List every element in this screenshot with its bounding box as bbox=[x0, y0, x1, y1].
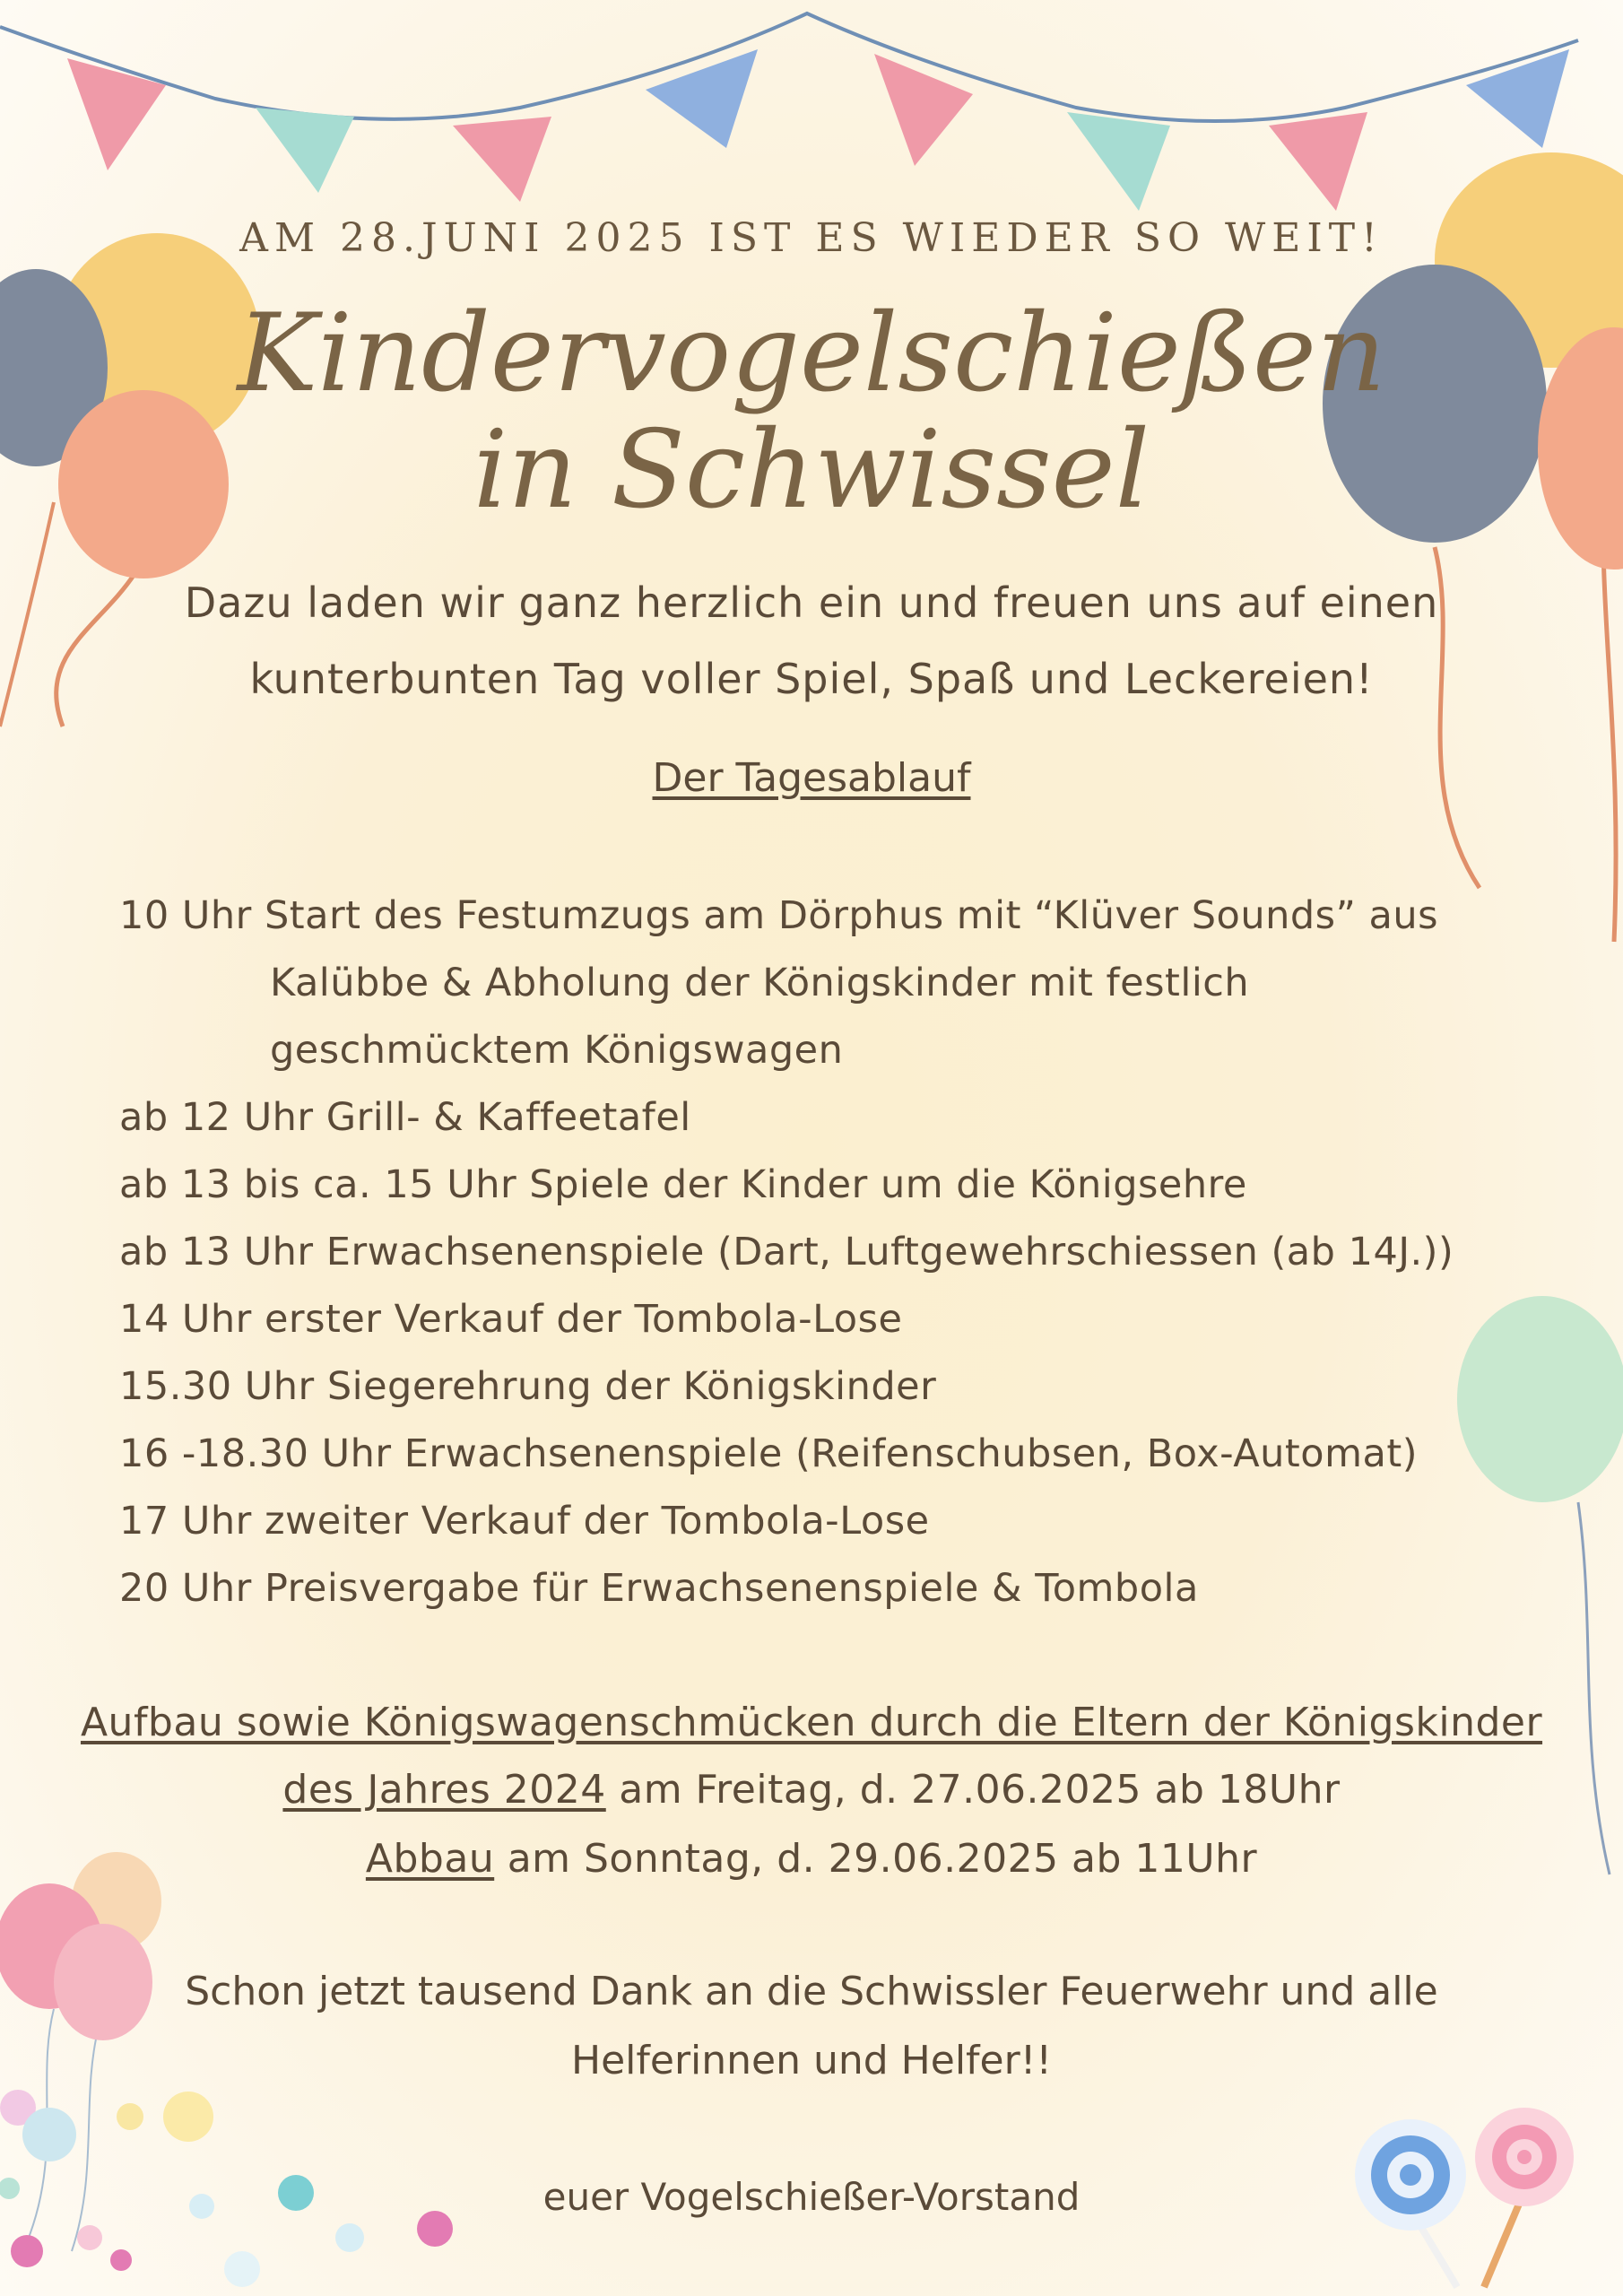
schedule-item: ab 13 bis ca. 15 Uhr Spiele der Kinder um die Königsehre bbox=[119, 1162, 1247, 1207]
invitation-line-2: kunterbunten Tag voller Spiel, Spaß und Leckereien! bbox=[249, 655, 1374, 703]
setup-notice-line-1: Aufbau sowie Königswagenschmücken durch die Eltern der Königskinder bbox=[80, 1700, 1543, 1745]
event-title-line-1: Kindervogelschießen bbox=[237, 291, 1386, 416]
teardown-notice bbox=[0, 1836, 1623, 1882]
schedule-item: 16 -18.30 Uhr Erwachsenenspiele (Reifenschubsen, Box-Automat) bbox=[119, 1431, 1418, 1476]
schedule-item: 17 Uhr zweiter Verkauf der Tombola-Lose bbox=[119, 1499, 930, 1544]
confetti-dot bbox=[163, 2092, 213, 2142]
pennant-flag bbox=[1067, 112, 1170, 211]
thanks-line-1: Schon jetzt tausend Dank an die Schwissler Feuerwehr und alle bbox=[185, 1969, 1438, 2014]
confetti-dot bbox=[11, 2235, 43, 2267]
schedule-item: 20 Uhr Preisvergabe für Erwachsenenspiele & Tombola bbox=[119, 1566, 1199, 1611]
schedule-item: ab 12 Uhr Grill- & Kaffeetafel bbox=[119, 1095, 691, 1140]
pennant-flag bbox=[67, 58, 166, 170]
teardown-label-underlined: Abbau bbox=[365, 1836, 495, 1882]
event-date-headline: AM 28.JUNI 2025 IST ES WIEDER SO WEIT! bbox=[239, 215, 1384, 261]
schedule-item: 14 Uhr erster Verkauf der Tombola-Lose bbox=[119, 1297, 903, 1342]
schedule-item-continued: Kalübbe & Abholung der Königskinder mit festlich bbox=[270, 961, 1250, 1005]
schedule-list bbox=[119, 888, 1518, 1628]
pennant-flag bbox=[1466, 49, 1569, 148]
schedule-item: ab 13 Uhr Erwachsenenspiele (Dart, Luftgewehrschiessen (ab 14J.)) bbox=[119, 1230, 1454, 1274]
confetti-dot bbox=[117, 2103, 143, 2130]
schedule-item-continued: geschmücktem Königswagen bbox=[270, 1028, 844, 1073]
schedule-item: 15.30 Uhr Siegerehrung der Königskinder bbox=[119, 1364, 937, 1409]
teardown-date-text: am Sonntag, d. 29.06.2025 ab 11Uhr bbox=[494, 1836, 1258, 1882]
invitation-line-1: Dazu laden wir ganz herzlich ein und freuen uns auf einen bbox=[184, 578, 1439, 627]
signoff: euer Vogelschießer-Vorstand bbox=[542, 2175, 1081, 2219]
thanks-line-2: Helferinnen und Helfer!! bbox=[571, 2038, 1052, 2083]
event-title-line-2: in Schwissel bbox=[473, 408, 1150, 533]
confetti-dot bbox=[110, 2249, 132, 2271]
pennant-flag bbox=[453, 117, 551, 202]
pennant-flag bbox=[256, 108, 354, 193]
setup-notice-line-2 bbox=[0, 1767, 1623, 1813]
schedule-item: 10 Uhr Start des Festumzugs am Dörphus mit “Klüver Sounds” aus bbox=[119, 893, 1439, 938]
setup-date-text: am Freitag, d. 27.06.2025 ab 18Uhr bbox=[605, 1767, 1341, 1813]
confetti-dot bbox=[335, 2223, 364, 2252]
setup-year-underlined: des Jahres 2024 bbox=[282, 1767, 606, 1813]
confetti-dot bbox=[224, 2251, 260, 2287]
confetti-dot bbox=[22, 2108, 76, 2161]
schedule-heading: Der Tagesablauf bbox=[652, 755, 971, 801]
balloon-cluster-right bbox=[1282, 152, 1623, 960]
pennant-flag bbox=[646, 49, 758, 148]
confetti-dot bbox=[77, 2225, 102, 2250]
